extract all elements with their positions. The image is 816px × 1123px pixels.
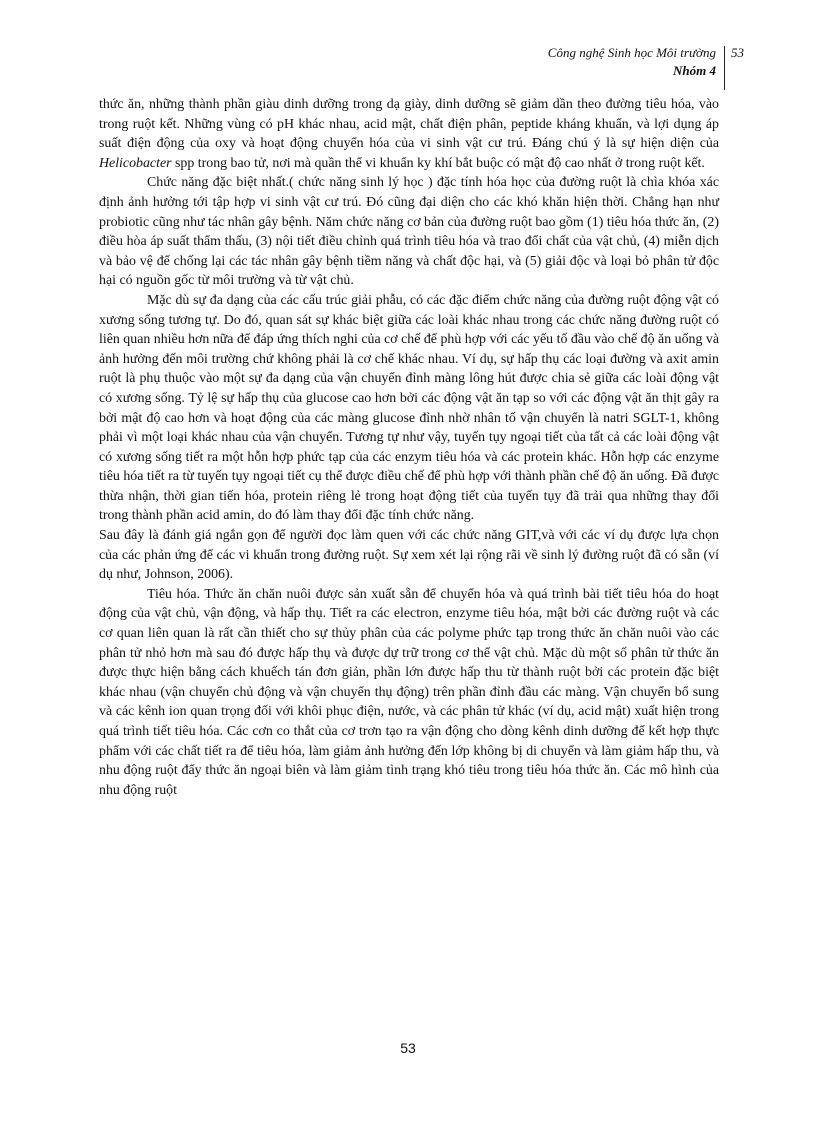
header-text [548, 44, 724, 80]
paragraph-1-text-before: thức ăn, những thành phần giàu dinh dưỡng trong dạ giày, dinh dưỡng sẽ giảm dần theo đường tiêu hóa, vào trong ruột kết. Những vùng có pH khác nhau, acid mật, chất điện phân, peptide kháng khuẩn, và lợi dụng áp suất điện động của oxy và hoạt động chuyển hóa của vi sinh vật cư trú. Đáng chú ý là sự hiện diện của [99, 97, 719, 152]
species-name: Helicobacter [99, 155, 172, 171]
paragraph-3: Mặc dù sự đa dạng của các cấu trúc giải phẫu, có các đặc điểm chức năng của đường ruột động vật có xương sống tương tự. Do đó, quan sát sự khác biệt giữa các loài khác nhau trong các chức năng đường ruột có liên quan nhiều hơn nữa để đáp ứng thích nghi của cơ chế để phù hợp với các yếu tố đầu vào chế độ ăn uống và ảnh hưởng đến môi trường chứ không phải là cơ chế khác nhau. Ví dụ, sự hấp thụ các loại đường và axit amin ruột là phụ thuộc vào một sự đa dạng của vận chuyển đỉnh màng lông hút được chia sẻ giữa các loài động vật có xương sống. Tỷ lệ sự hấp thụ của glucose cao hơn bởi các động vật ăn tạp so với các động vật ăn thịt gây ra bởi mật độ cao hơn và hoạt động của các màng glucose đỉnh nhờ nhân tố vận chuyển là natri SGLT-1, không phải vì một loại khác nhau của vận chuyển. Tương tự như vậy, tuyến tụy ngoại tiết của tất cả các loài động vật có xương sống tiết ra một hỗn hợp phức tạp của các enzym tiêu hóa và các protein khác. Hỗn hợp các enzyme tiêu hóa tiết ra từ tuyến tụy ngoại tiết cụ thể được điều chế để phù hợp với thành phần chế độ ăn uống. Đã được thừa nhận, thời gian tiến hóa, protein riêng lẻ trong hoạt động tiết của tuyến tụy đã trải qua những thay đổi trong thành phần acid amin, do đó làm thay đổi đặc tính chức năng. [99, 292, 719, 524]
paragraph-5: Tiêu hóa. Thức ăn chăn nuôi được sản xuất sẵn để chuyển hóa và quá trình bài tiết tiêu hóa do hoạt động của vật chủ, vận động, và hấp thụ. Tiết ra các electron, enzyme tiêu hóa, mật bởi các đường ruột và các cơ quan liên quan là rất cần thiết cho sự thủy phân của các polyme phức tạp trong thức ăn chăn nuôi vào các phân tử nhỏ hơn mà sau đó được hấp thụ và được dự trữ trong cơ thể vật chủ. Mặc dù một số phân tử thức ăn được thực hiện bằng cách khuếch tán đơn giản, phần lớn được hấp thu từ thành ruột bởi các protein đặc biệt khác nhau (vận chuyển chủ động và vận chuyển thụ động) trên phần đỉnh đầu các màng. Vận chuyển bổ sung và các kênh ion quan trọng đối với khôi phục điện, nước, và các phân tử khác (ví dụ, acid mật) xuất hiện trong quá trình tiết tiêu hóa. Các cơn co thắt của cơ trơn tạo ra vận động cho dòng kênh dinh dưỡng để kết hợp thực phẩm với các chất tiết ra để tiêu hóa, làm giảm ảnh hưởng đến lớp không bị di chuyển và làm giảm hấp thu, và nhu động ruột đẩy thức ăn ngoại biên và làm giảm tình trạng khó tiêu trong tiêu hóa thức ăn. Các mô hình của nhu động ruột [99, 586, 719, 798]
header-group: Nhóm 4 [673, 63, 716, 78]
body-text [99, 95, 719, 800]
paragraph-1-text-after: spp trong bao tử, nơi mà quần thể vi khuẩn ky khí bắt buộc có mật độ cao nhất ở trong ruột kết. [171, 155, 705, 171]
paragraph-2: Chức năng đặc biệt nhất.( chức năng sinh lý học ) đặc tính hóa học của đường ruột là chìa khóa xác định ảnh hưởng tới tập hợp vi sinh vật cư trú. Đó cũng đại diện cho các khó khăn hiện thời. Chẳng hạn như probiotic cũng như tác nhân gây bệnh. Năm chức năng cơ bản của đường ruột bao gồm (1) tiêu hóa thức ăn, (2) điều hòa áp suất thẩm thấu, (3) nội tiết điều chỉnh quá trình tiêu hóa và trao đổi chất của vật chủ, (4) miễn dịch và bảo vệ để chống lại các tác nhân gây bệnh tiềm năng và chất độc hại, và (5) giải độc và loại bỏ phân tử độc hại có nguồn gốc từ môi trường và từ vật chủ. [99, 175, 719, 289]
paragraph-4: Sau đây là đánh giá ngắn gọn để người đọc làm quen với các chức năng GIT,và với các ví dụ được lựa chọn của các phản ứng để các vi khuẩn trong đường ruột. Sự xem xét lại rộng rãi về sinh lý đường ruột đã có sẵn (ví dụ như, Johnson, 2006). [99, 528, 719, 583]
paragraph-1 [99, 95, 719, 173]
page-number: 53 [400, 1040, 416, 1056]
header-title: Công nghệ Sinh học Môi trường [547, 45, 716, 60]
running-header [548, 44, 744, 92]
header-page-number: 53 [731, 45, 744, 60]
